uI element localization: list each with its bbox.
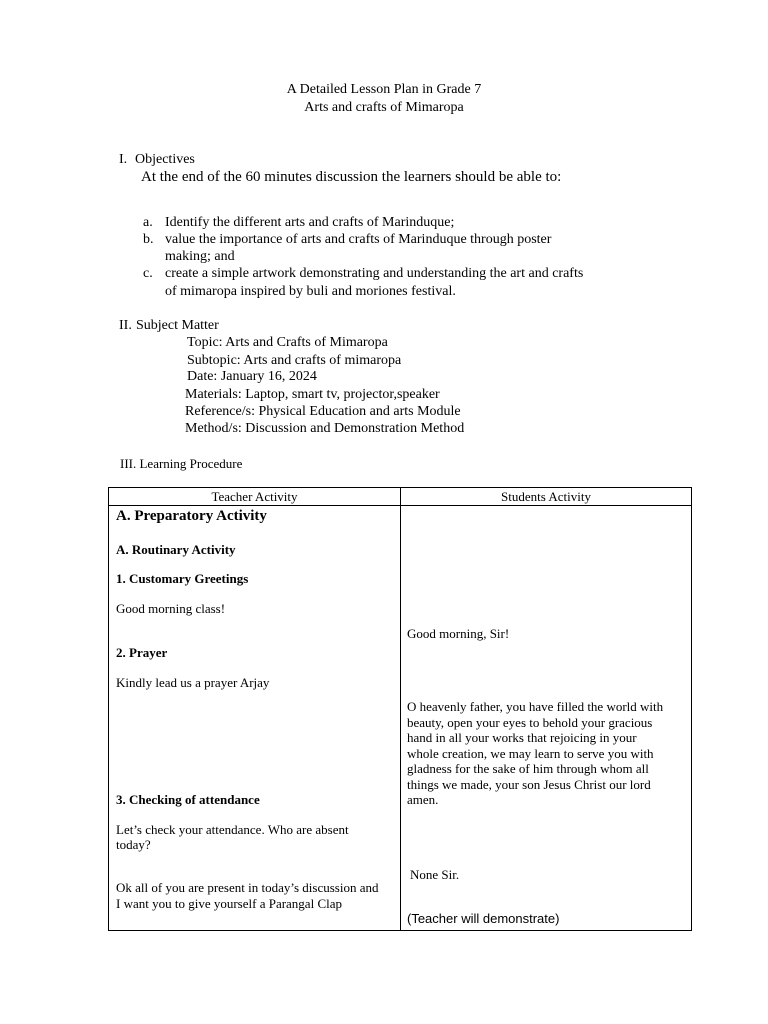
objective-item-b-cont: making; and: [165, 249, 235, 264]
objectives-numeral: I.: [119, 152, 128, 167]
parangal-clap-line1: Ok all of you are present in today’s discussion and: [116, 880, 379, 895]
preparatory-activity-heading: A. Preparatory Activity: [116, 508, 267, 524]
prayer-line: things we made, your son Jesus Christ our lord: [407, 776, 651, 792]
lesson-plan-subtitle: Arts and crafts of Mimaropa: [304, 100, 464, 115]
teacher-activity-header: Teacher Activity: [109, 488, 401, 506]
subject-date: Date: January 16, 2024: [187, 369, 317, 384]
subject-subtopic: Subtopic: Arts and crafts of mimaropa: [187, 353, 402, 368]
students-activity-cell: [401, 506, 692, 931]
prayer-line: beauty, open your eyes to behold your gracious: [407, 714, 653, 730]
lesson-plan-title: A Detailed Lesson Plan in Grade 7: [286, 82, 482, 97]
parangal-clap-line2: I want you to give yourself a Parangal Clap: [116, 896, 342, 911]
prayer-line: whole creation, we may learn to serve you with: [407, 745, 654, 761]
prayer-line: gladness for the sake of him through whom all: [407, 761, 649, 776]
prayer-line: O heavenly father, you have filled the world with: [407, 699, 664, 714]
prayer-response: [407, 699, 663, 808]
teacher-activity-cell: [109, 506, 401, 931]
subject-matter-numeral: II.: [119, 318, 132, 333]
procedure-heading: III. Learning Procedure: [120, 456, 243, 471]
greeting-reply: Good morning, Sir!: [407, 626, 510, 641]
subject-materials: Materials: Laptop, smart tv, projector,speaker: [185, 387, 440, 402]
objectives-intro: At the end of the 60 minutes discussion the learners should be able to:: [141, 169, 562, 185]
prayer-text: Kindly lead us a prayer Arjay: [116, 675, 270, 690]
objective-item-b: value the importance of arts and crafts of Marinduque through poster: [165, 232, 552, 247]
table-header-row: [109, 488, 692, 506]
prayer-heading: 2. Prayer: [116, 645, 168, 660]
routinary-activity-heading: A. Routinary Activity: [116, 542, 236, 557]
subject-matter-heading: Subject Matter: [136, 318, 219, 333]
objective-item-c-cont: of mimaropa inspired by buli and moriones festival.: [165, 284, 456, 299]
attendance-text-line1: Let’s check your attendance. Who are absent: [116, 822, 349, 837]
customary-greetings-heading: 1. Customary Greetings: [116, 571, 249, 586]
attendance-heading: 3. Checking of attendance: [116, 792, 260, 807]
objective-item-c: create a simple artwork demonstrating and understanding the art and crafts: [165, 266, 584, 281]
objective-marker-b: b.: [143, 232, 154, 247]
objective-marker-a: a.: [143, 215, 153, 230]
demonstrate-note: (Teacher will demonstrate): [407, 911, 560, 926]
greetings-text: Good morning class!: [116, 601, 226, 616]
table-row: [109, 506, 692, 931]
absent-reply: None Sir.: [410, 867, 460, 882]
prayer-line: amen.: [407, 792, 439, 807]
learning-procedure-table: [108, 487, 692, 931]
attendance-text-line2: today?: [116, 837, 151, 852]
students-activity-header: Students Activity: [401, 488, 692, 506]
objective-item-a: Identify the different arts and crafts of Marinduque;: [165, 215, 455, 230]
objective-marker-c: c.: [143, 266, 153, 281]
subject-topic: Topic: Arts and Crafts of Mimaropa: [187, 335, 388, 350]
objectives-heading: Objectives: [135, 152, 195, 167]
subject-references: Reference/s: Physical Education and arts Module: [185, 404, 461, 419]
subject-methods: Method/s: Discussion and Demonstration Method: [185, 421, 465, 436]
prayer-line: hand in all your works that rejoicing in your: [407, 730, 637, 745]
